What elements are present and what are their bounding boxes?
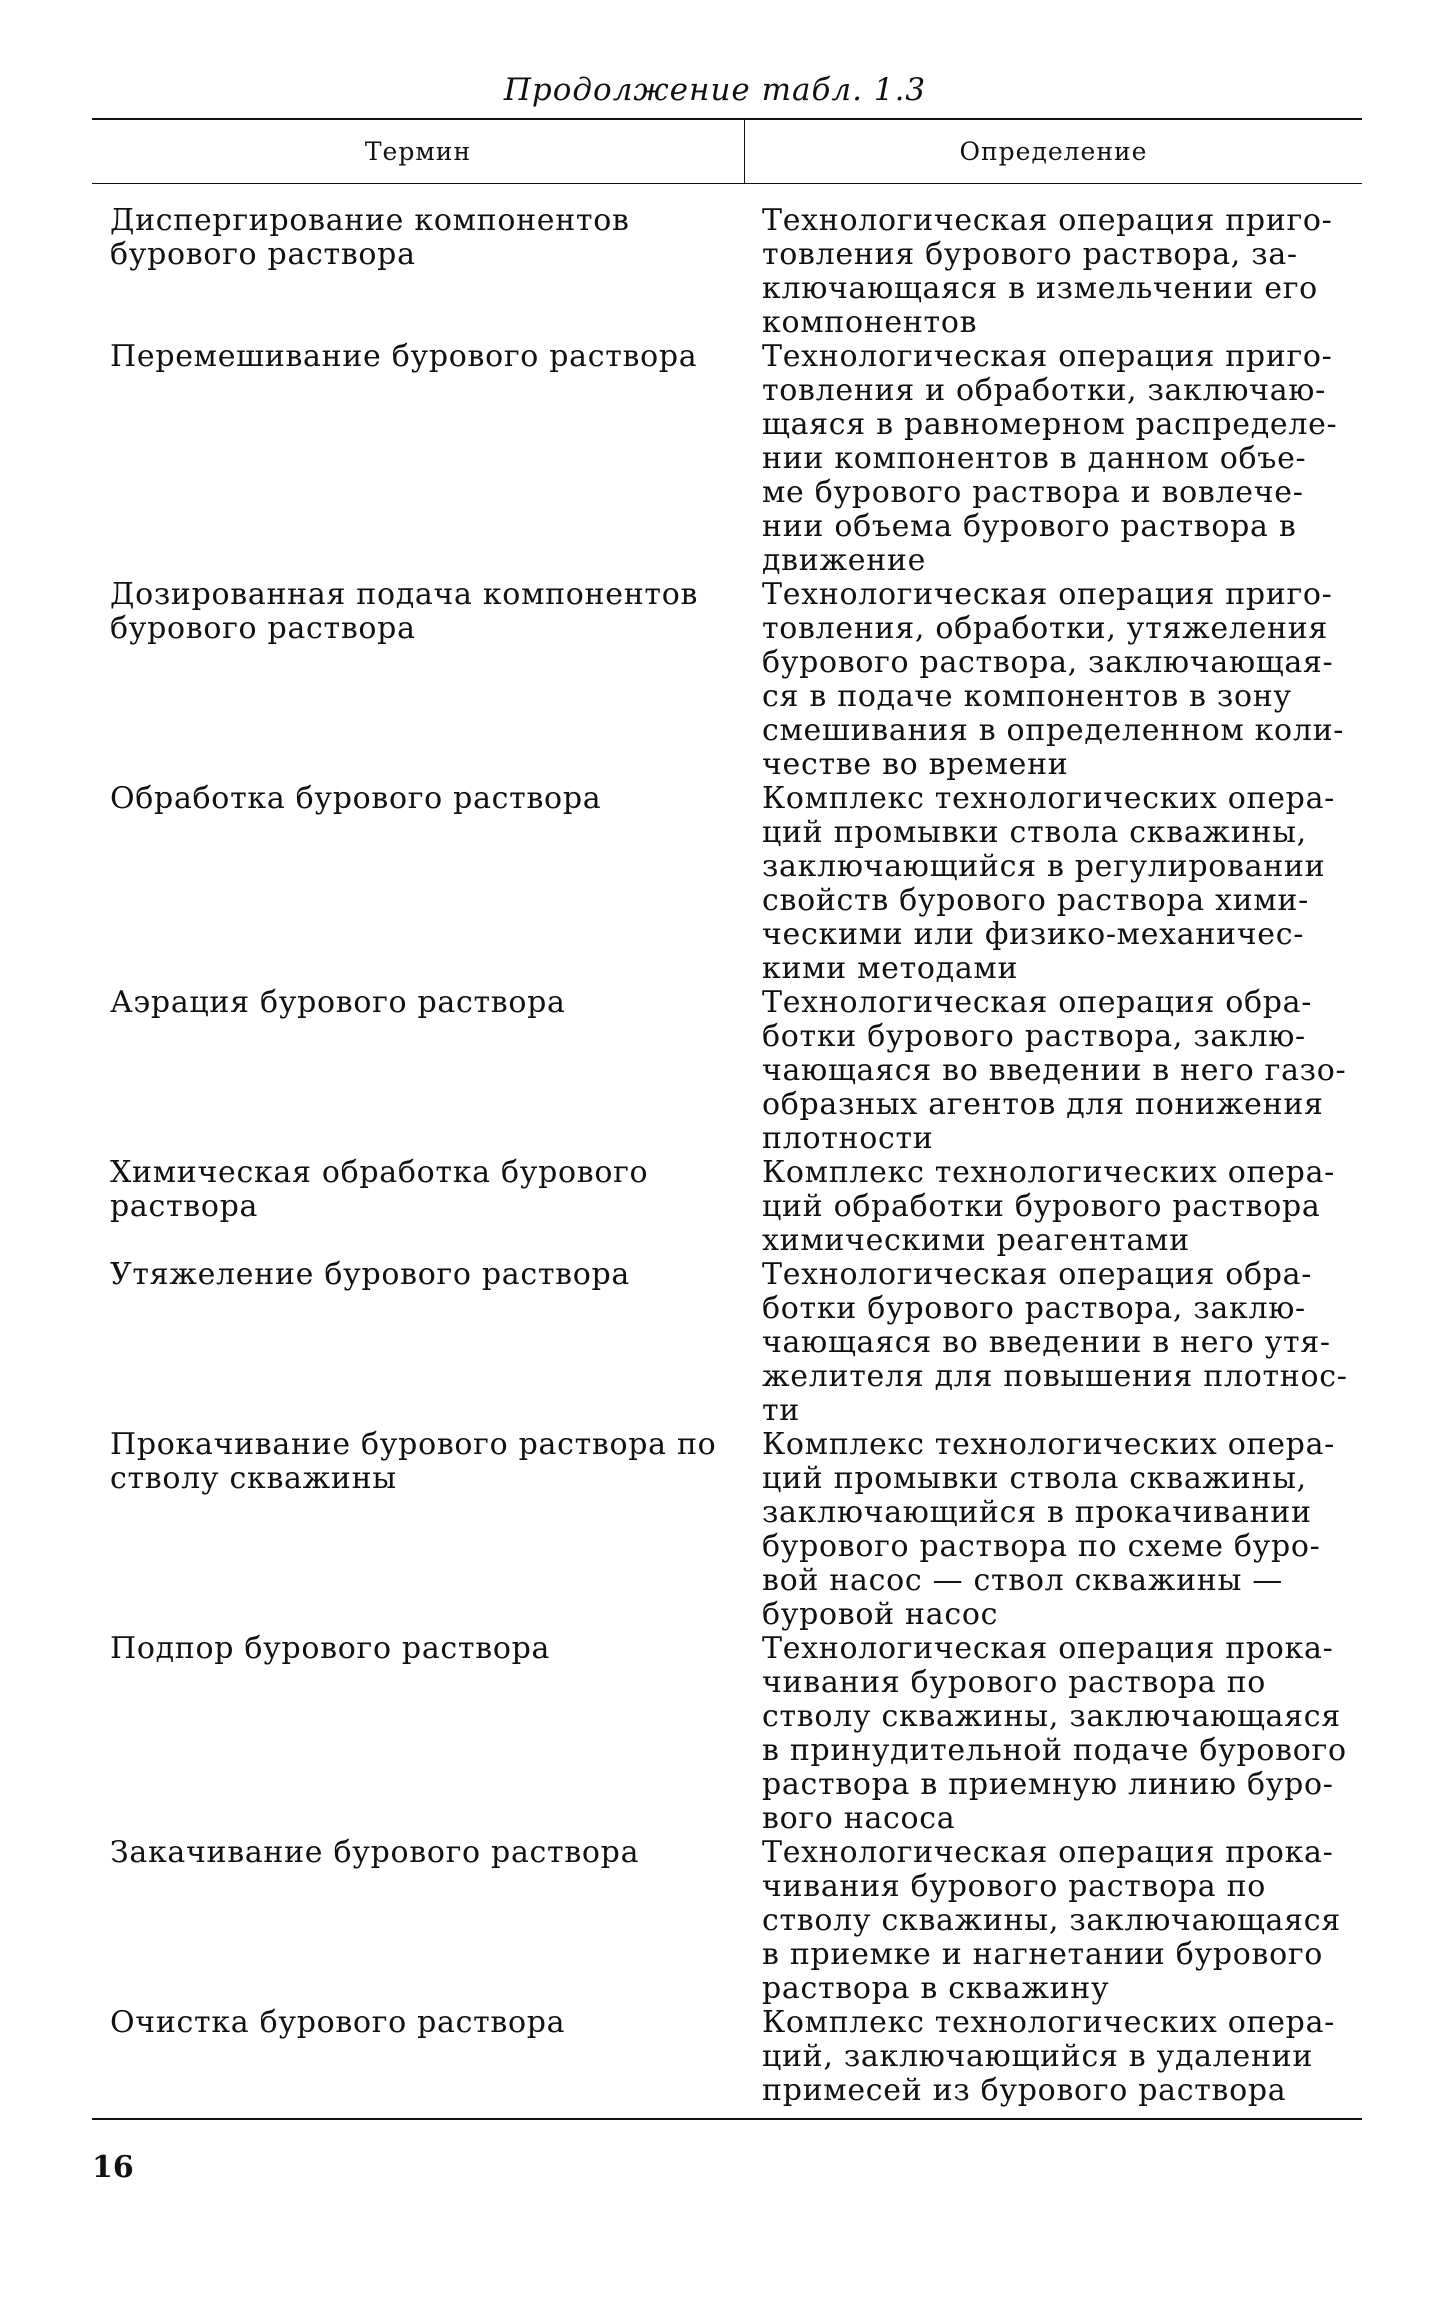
header-definition: Определение (959, 137, 1148, 166)
definition-cell: Комплекс технологических опера- ций промывки ствола скважины, заключающийся в регулировании свойств бурового раствора хими- ческими или физико-механичес- кими методами (762, 781, 1335, 986)
term-cell: Диспергирование компонентов бурового раствора (110, 203, 630, 272)
definition-cell: Технологическая операция прока- чивания бурового раствора по стволу скважины, заключающаяся в принудительной подаче бурового раствора в приемную линию буро- вого насоса (762, 1631, 1347, 1836)
term-cell: Закачивание бурового раствора (110, 1835, 640, 1870)
definition-cell: Технологическая операция обра- ботки бурового раствора, заклю- чающаяся во введении в него утя- желителя для повышения плотнос- ти (762, 1257, 1348, 1428)
terms-table (92, 118, 1362, 2120)
term-cell: Утяжеление бурового раствора (110, 1257, 631, 1292)
page-number: 16 (92, 2150, 134, 2185)
definition-cell: Комплекс технологических опера- ций обработки бурового раствора химическими реагентами (762, 1155, 1335, 1258)
term-cell: Обработка бурового раствора (110, 781, 602, 816)
table-row (92, 340, 1362, 578)
term-cell: Подпор бурового раствора (110, 1631, 551, 1666)
term-cell: Перемешивание бурового раствора (110, 339, 698, 374)
term-cell: Дозированная подача компонентов бурового раствора (110, 577, 699, 646)
term-cell: Химическая обработка бурового раствора (110, 1155, 649, 1224)
definition-cell: Технологическая операция приго- товления и обработки, заключаю- щаяся в равномерном распределе- нии компонентов в данном объе- ме бурового раствора и вовлече- нии объема бурового раствора в движение (762, 339, 1338, 578)
term-cell: Аэрация бурового раствора (110, 985, 566, 1020)
definition-cell: Технологическая операция приго- товления, обработки, утяжеления бурового раствора, заключающая- ся в подаче компонентов в зону смешивания в определенном коли- честве во времени (762, 577, 1345, 782)
definition-cell: Комплекс технологических опера- ций промывки ствола скважины, заключающийся в прокачивании бурового раствора по схеме буро- вой насос — ствол скважины — буровой насос (762, 1427, 1335, 1632)
term-cell: Очистка бурового раствора (110, 2005, 566, 2040)
table-row (92, 782, 1362, 986)
definition-cell: Технологическая операция прока- чивания бурового раствора по стволу скважины, заключающаяся в приемке и нагнетании бурового раствора в скважину (762, 1835, 1341, 2006)
table-row (92, 1836, 1362, 2006)
table-body (92, 184, 1362, 2118)
header-term: Термин (92, 120, 745, 183)
table-row (92, 578, 1362, 782)
table-row (92, 2006, 1362, 2108)
definition-cell: Технологическая операция приго- товления бурового раствора, за- ключающаяся в измельчении его компонентов (762, 203, 1333, 340)
table-row (92, 1156, 1362, 1258)
term-cell: Прокачивание бурового раствора по стволу скважины (110, 1427, 717, 1496)
table-row (92, 986, 1362, 1156)
table-header (92, 120, 1362, 184)
table-caption: Продолжение табл. 1.3 (503, 72, 927, 108)
table-row (92, 1258, 1362, 1428)
table-row (92, 1632, 1362, 1836)
definition-cell: Технологическая операция обра- ботки бурового раствора, заклю- чающаяся во введении в него газо- образных агентов для понижения плотности (762, 985, 1347, 1156)
table-row (92, 1428, 1362, 1632)
definition-cell: Комплекс технологических опера- ций, заключающийся в удалении примесей из бурового раствора (762, 2005, 1335, 2108)
table-row (92, 204, 1362, 340)
